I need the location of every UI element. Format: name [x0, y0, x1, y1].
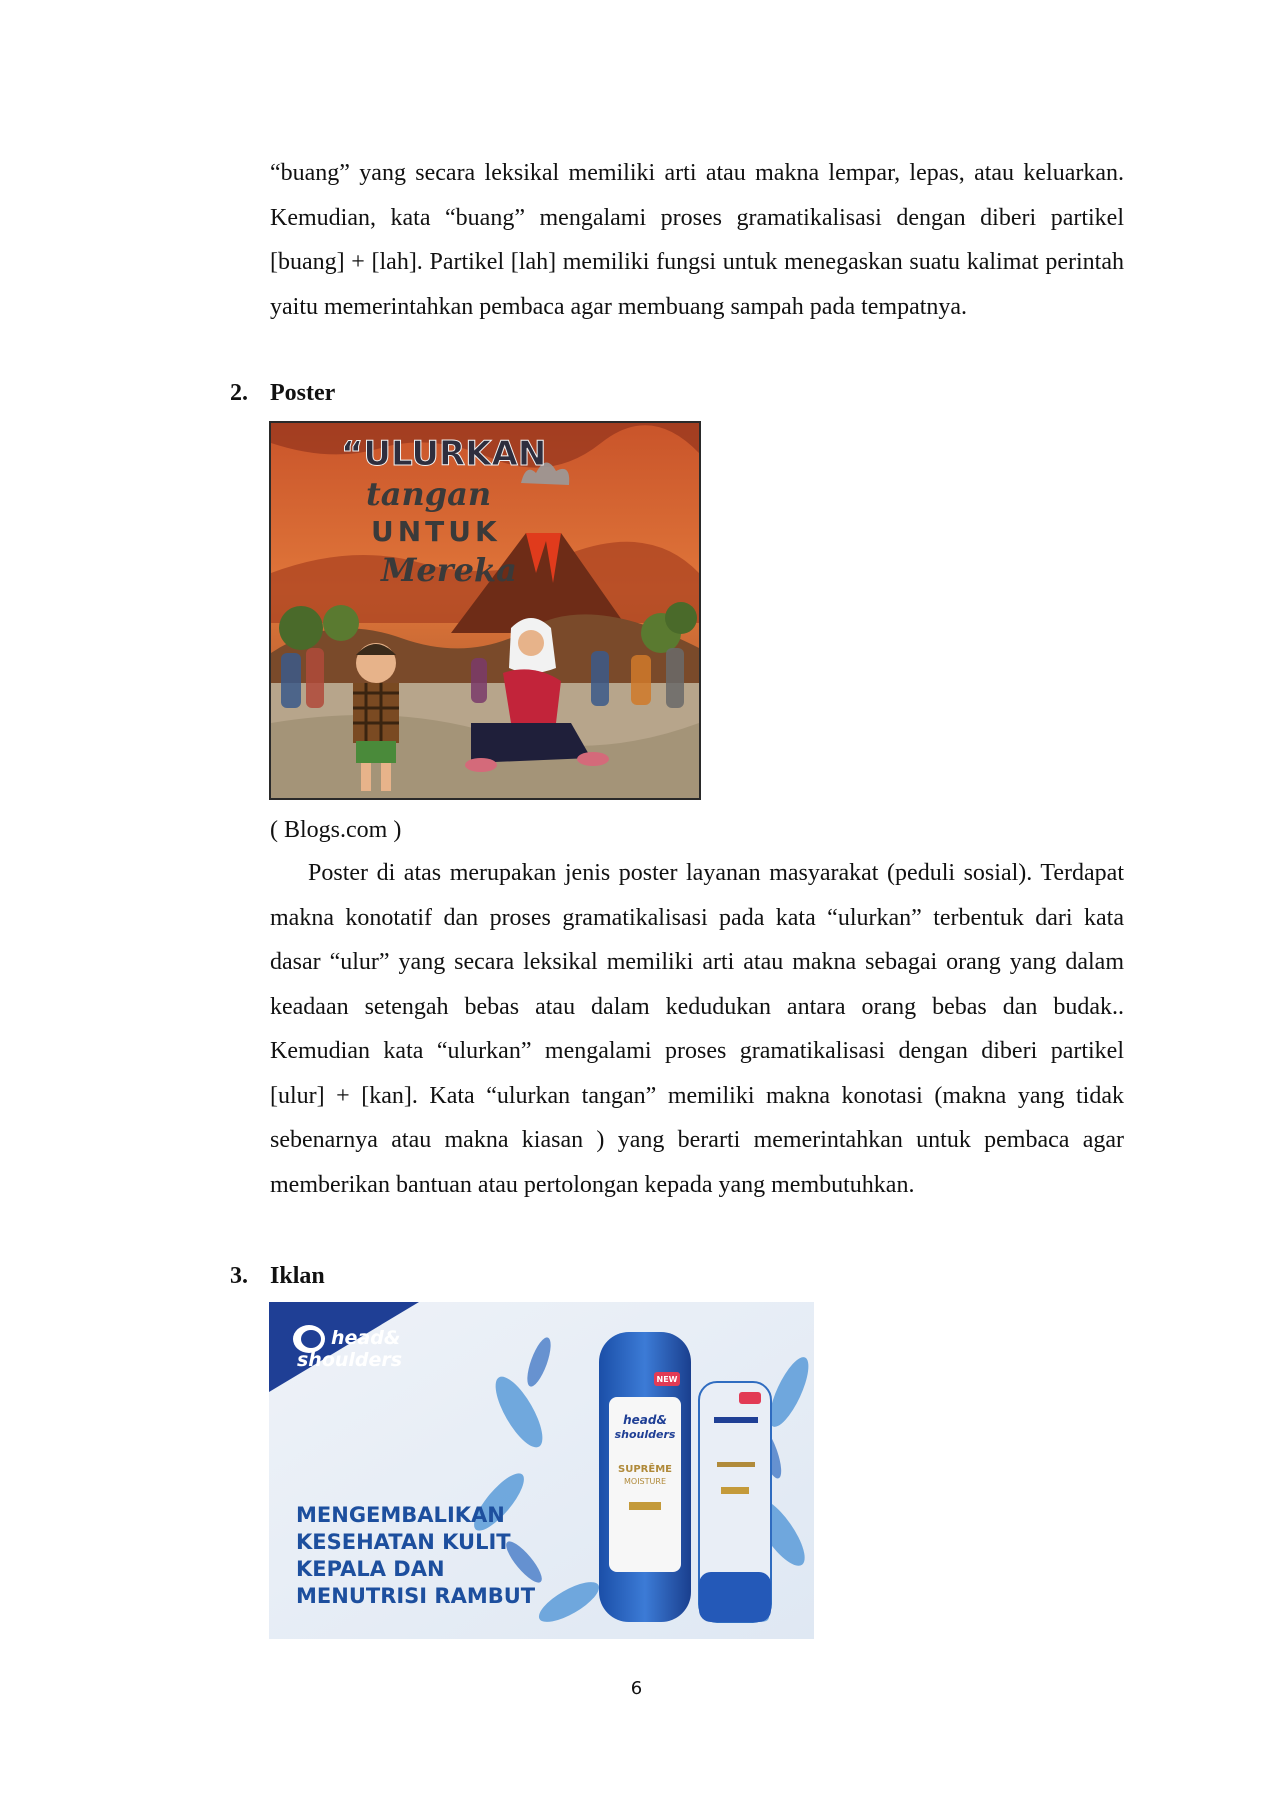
poster-caption: ( Blogs.com ): [270, 817, 402, 843]
page-number: 6: [630, 1678, 643, 1699]
bottle-brand-line-2: shoulders: [614, 1428, 676, 1441]
brand-logo-line-2: shoulders: [297, 1349, 403, 1371]
ad-headline-line-1: MENGEMBALIKAN: [296, 1503, 505, 1527]
bottle-brand-line-1: head&: [623, 1413, 667, 1427]
poster-title-line-2: tangan: [366, 475, 492, 513]
poster-title-line-1: “ULURKAN: [341, 434, 547, 474]
brand-logo-line-1: head&: [331, 1327, 401, 1349]
ad-headline-line-4: MENUTRISI RAMBUT: [296, 1584, 536, 1608]
product-name-line-1: SUPRÊME: [618, 1464, 672, 1475]
section-number: 2.: [230, 380, 248, 406]
poster-title-line-4: Mereka: [381, 551, 517, 589]
ad-headline-line-2: KESEHATAN KULIT: [296, 1530, 511, 1554]
badge-new: NEW: [656, 1375, 678, 1384]
product-name-line-2: MOISTURE: [624, 1477, 666, 1486]
paragraph-poster-analysis: Poster di atas merupakan jenis poster layanan masyarakat (peduli sosial). Terdapat makna konotatif dan proses gramatikalisasi pada kata “ulurkan” terbentuk dari kata dasar “ulur” yang secara leksikal memiliki arti atau makna sebagai orang yang dalam keadaan setengah bebas atau dalam kedudukan antara orang bebas dan budak.. Kemudian kata “ulurkan” mengalami proses gramatikalisasi dengan diberi partikel [ulur] + [kan]. Kata “ulurkan tangan” memiliki makna konotasi (makna yang tidak sebenarnya atau makna kiasan ) yang berarti memerintahkan untuk pembaca agar memberikan bantuan atau pertolongan kepada yang membutuhkan.: [270, 860, 1124, 1198]
section-number: 3.: [230, 1263, 248, 1289]
paragraph-intro: “buang” yang secara leksikal memiliki arti atau makna lempar, lepas, atau keluarkan. Kemudian, kata “buang” mengalami proses gramatikalisasi dengan diberi partikel [buang] + [lah]. Partikel [lah] memiliki fungsi untuk menegaskan suatu kalimat perintah yaitu memerintahkan pembaca agar membuang sampah pada tempatnya.: [270, 160, 1124, 320]
poster-image: [269, 421, 701, 800]
section-title: Poster: [270, 380, 336, 406]
poster-title-line-3: UNTUK: [371, 515, 501, 548]
section-title: Iklan: [270, 1263, 325, 1289]
ad-headline-line-3: KEPALA DAN: [296, 1557, 445, 1581]
advertisement-image: [269, 1302, 814, 1639]
